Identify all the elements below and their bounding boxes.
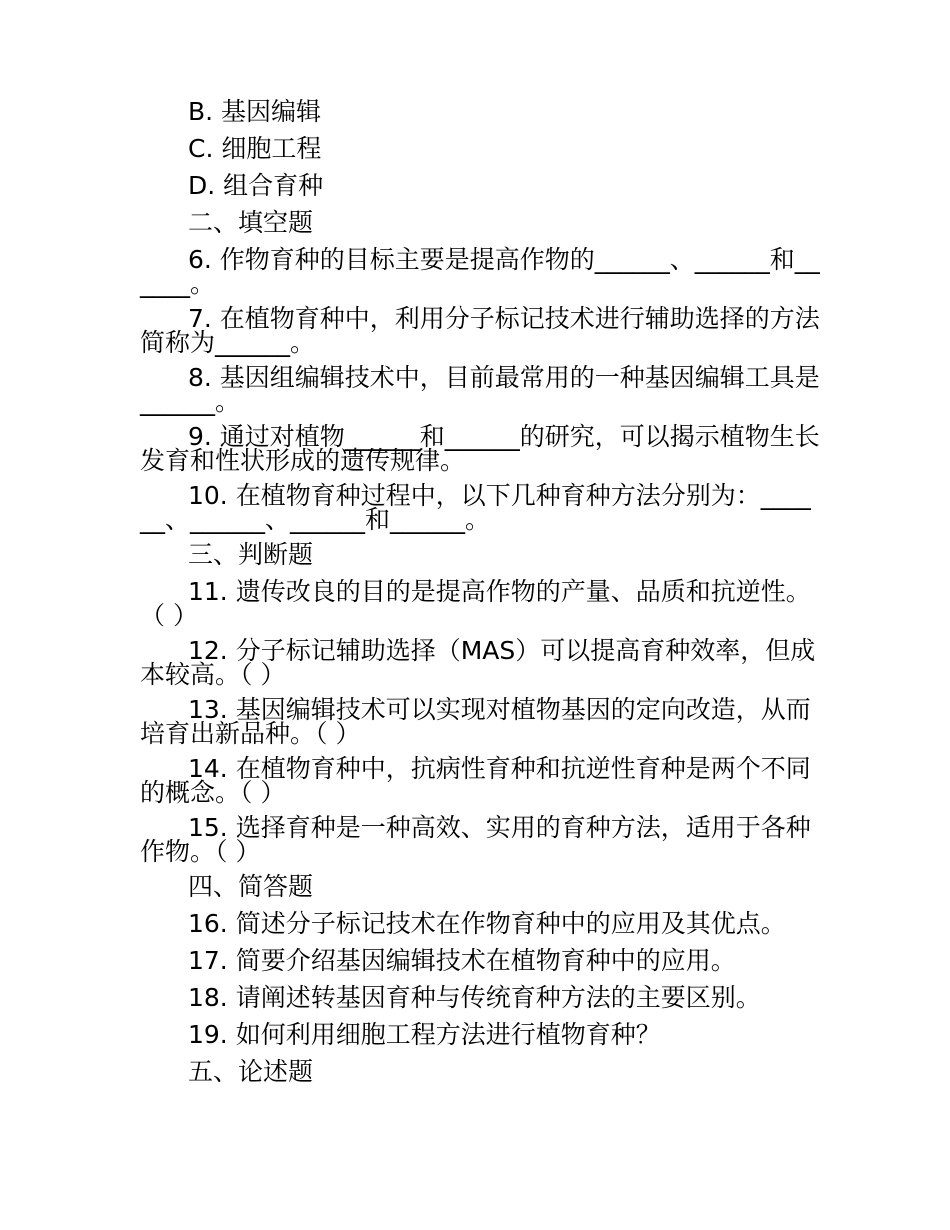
question-9: 9. 通过对植物______和______的研究，可以揭示植物生长发育和性状形成的遗传规律。: [140, 422, 820, 475]
question-19: 19. 如何利用细胞工程方法进行植物育种？: [188, 1020, 661, 1049]
question-11: 11. 遗传改良的目的是提高作物的产量、品质和抗逆性。（ ）: [140, 577, 811, 630]
question-14: 14. 在植物育种中，抗病性育种和抗逆性育种是两个不同的概念。（ ）: [140, 754, 811, 807]
option-b: B. 基因编辑: [188, 97, 322, 126]
section-heading-fill-in: 二、填空题: [188, 208, 314, 237]
question-8: 8. 基因组编辑技术中，目前最常用的一种基因编辑工具是______。: [140, 363, 820, 416]
section-heading-true-false: 三、判断题: [188, 540, 314, 569]
section-heading-essay: 五、论述题: [188, 1057, 314, 1086]
question-18: 18. 请阐述转基因育种与传统育种方法的主要区别。: [188, 983, 761, 1012]
question-16: 16. 简述分子标记技术在作物育种中的应用及其优点。: [188, 909, 786, 938]
question-7: 7. 在植物育种中，利用分子标记技术进行辅助选择的方法简称为______。: [140, 304, 820, 357]
question-17: 17. 简要介绍基因编辑技术在植物育种中的应用。: [188, 946, 736, 975]
question-15: 15. 选择育种是一种高效、实用的育种方法，适用于各种作物。（ ）: [140, 813, 811, 866]
question-12: 12. 分子标记辅助选择（MAS）可以提高育种效率，但成本较高。（ ）: [140, 636, 816, 689]
option-d: D. 组合育种: [188, 171, 324, 200]
option-c: C. 细胞工程: [188, 134, 322, 163]
question-10: 10. 在植物育种过程中，以下几种育种方法分别为：______、______、______和______。: [140, 481, 811, 534]
question-13: 13. 基因编辑技术可以实现对植物基因的定向改造，从而培育出新品种。（ ）: [140, 695, 811, 748]
document-body: [140, 97, 820, 1097]
question-6: 6. 作物育种的目标主要是提高作物的______、______和______。: [140, 245, 820, 298]
section-heading-short-answer: 四、简答题: [188, 872, 314, 901]
